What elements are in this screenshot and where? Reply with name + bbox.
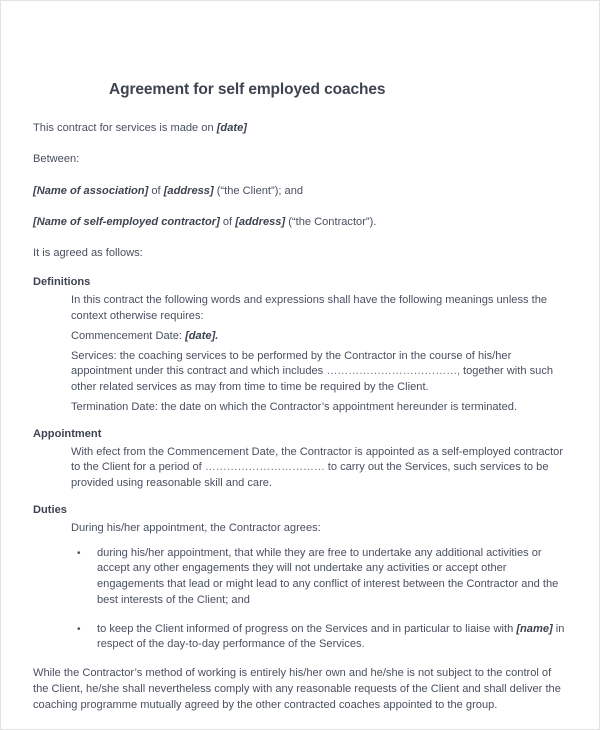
client-name-placeholder: [Name of association] xyxy=(33,184,149,197)
document-body xyxy=(33,81,569,724)
client-of-word: of xyxy=(148,184,164,197)
list-item xyxy=(71,622,569,654)
services-text-part2: together with such other related services as may from time to time be required by the Client. xyxy=(71,365,554,394)
commencement-date-placeholder: [date]. xyxy=(185,329,219,342)
duties-closing-paragraph: While the Contractor’s method of working is entirely his/her own and he/she is not subject to the control of the Client, he/she shall nevertheless comply with any reasonable requests of the Client and shall deliver the coaching programme mutually agreed by the other contracted coaches appointed to the group. xyxy=(33,667,561,711)
commencement-prefix: Commencement Date: xyxy=(71,329,186,342)
agreed-as-follows-line: It is agreed as follows: xyxy=(33,247,143,260)
party-client-line xyxy=(33,184,569,199)
between-label: Between: xyxy=(33,153,80,166)
contractor-suffix: (“the Contractor”). xyxy=(285,215,377,228)
duties-bullet-list xyxy=(71,546,569,654)
liaise-name-placeholder: [name] xyxy=(516,622,553,635)
section-definitions xyxy=(33,275,569,415)
duty-bullet-2-prefix: to keep the Client informed of progress on the Services and in particular to liaise with xyxy=(97,622,517,635)
contractor-name-placeholder: [Name of self-employed contractor] xyxy=(33,215,220,228)
bullet-icon: • xyxy=(77,623,81,635)
appointment-paragraph xyxy=(71,445,569,492)
duties-intro-line: During his/her appointment, the Contractor agrees: xyxy=(71,521,321,534)
section-duties xyxy=(33,503,569,713)
contractor-of-word: of xyxy=(219,215,236,228)
definitions-content xyxy=(71,293,569,415)
duties-content xyxy=(71,521,569,653)
section-heading-appointment: Appointment xyxy=(33,427,102,440)
appointment-text-part2: to carry out the Services, such services to be provided using reasonable skill and care. xyxy=(71,461,549,490)
services-definition xyxy=(71,349,569,396)
appointment-dotted-leader: …………………………… xyxy=(204,461,325,474)
list-item xyxy=(71,546,569,609)
bullet-icon: • xyxy=(77,547,81,559)
section-heading-definitions: Definitions xyxy=(33,276,91,289)
section-appointment xyxy=(33,427,569,492)
contract-date-line xyxy=(33,121,569,136)
made-on-prefix: This contract for services is made on xyxy=(33,122,217,134)
duty-bullet-1-text: during his/her appointment, that while they are free to undertake any additional activities or accept any other engagements they will not undertake any activities or accept other engagements that lead or might lead to any conflict of interest between the Contractor and the best interests of the Client; and xyxy=(97,546,559,606)
services-text-part1: Services: the coaching services to be performed by the Contractor in the course of his/her appointment under this contract and which includes xyxy=(71,349,512,378)
services-dotted-leader: ………………………………, xyxy=(326,365,460,378)
commencement-date-line xyxy=(71,329,569,345)
appointment-content xyxy=(71,445,569,492)
client-suffix: (“the Client”); and xyxy=(213,184,304,197)
appointment-text-part1: With efect from the Commencement Date, the Contractor is appointed as a self-employed contractor to the Client for a period of xyxy=(71,445,564,474)
date-placeholder: [date] xyxy=(216,122,247,134)
document-title: Agreement for self employed coaches xyxy=(109,81,386,98)
party-contractor-line xyxy=(33,215,569,230)
contractor-address-placeholder: [address] xyxy=(235,215,286,228)
definitions-intro: In this contract the following words and expressions shall have the following meanings unless the context otherwise requires: xyxy=(71,294,548,323)
client-address-placeholder: [address] xyxy=(163,184,214,197)
section-heading-duties: Duties xyxy=(33,503,67,516)
duty-bullet-2-suffix: in respect of the day-to-day performance of the Services. xyxy=(97,622,565,651)
termination-date-definition: Termination Date: the date on which the Contractor’s appointment hereunder is terminated. xyxy=(71,400,518,413)
